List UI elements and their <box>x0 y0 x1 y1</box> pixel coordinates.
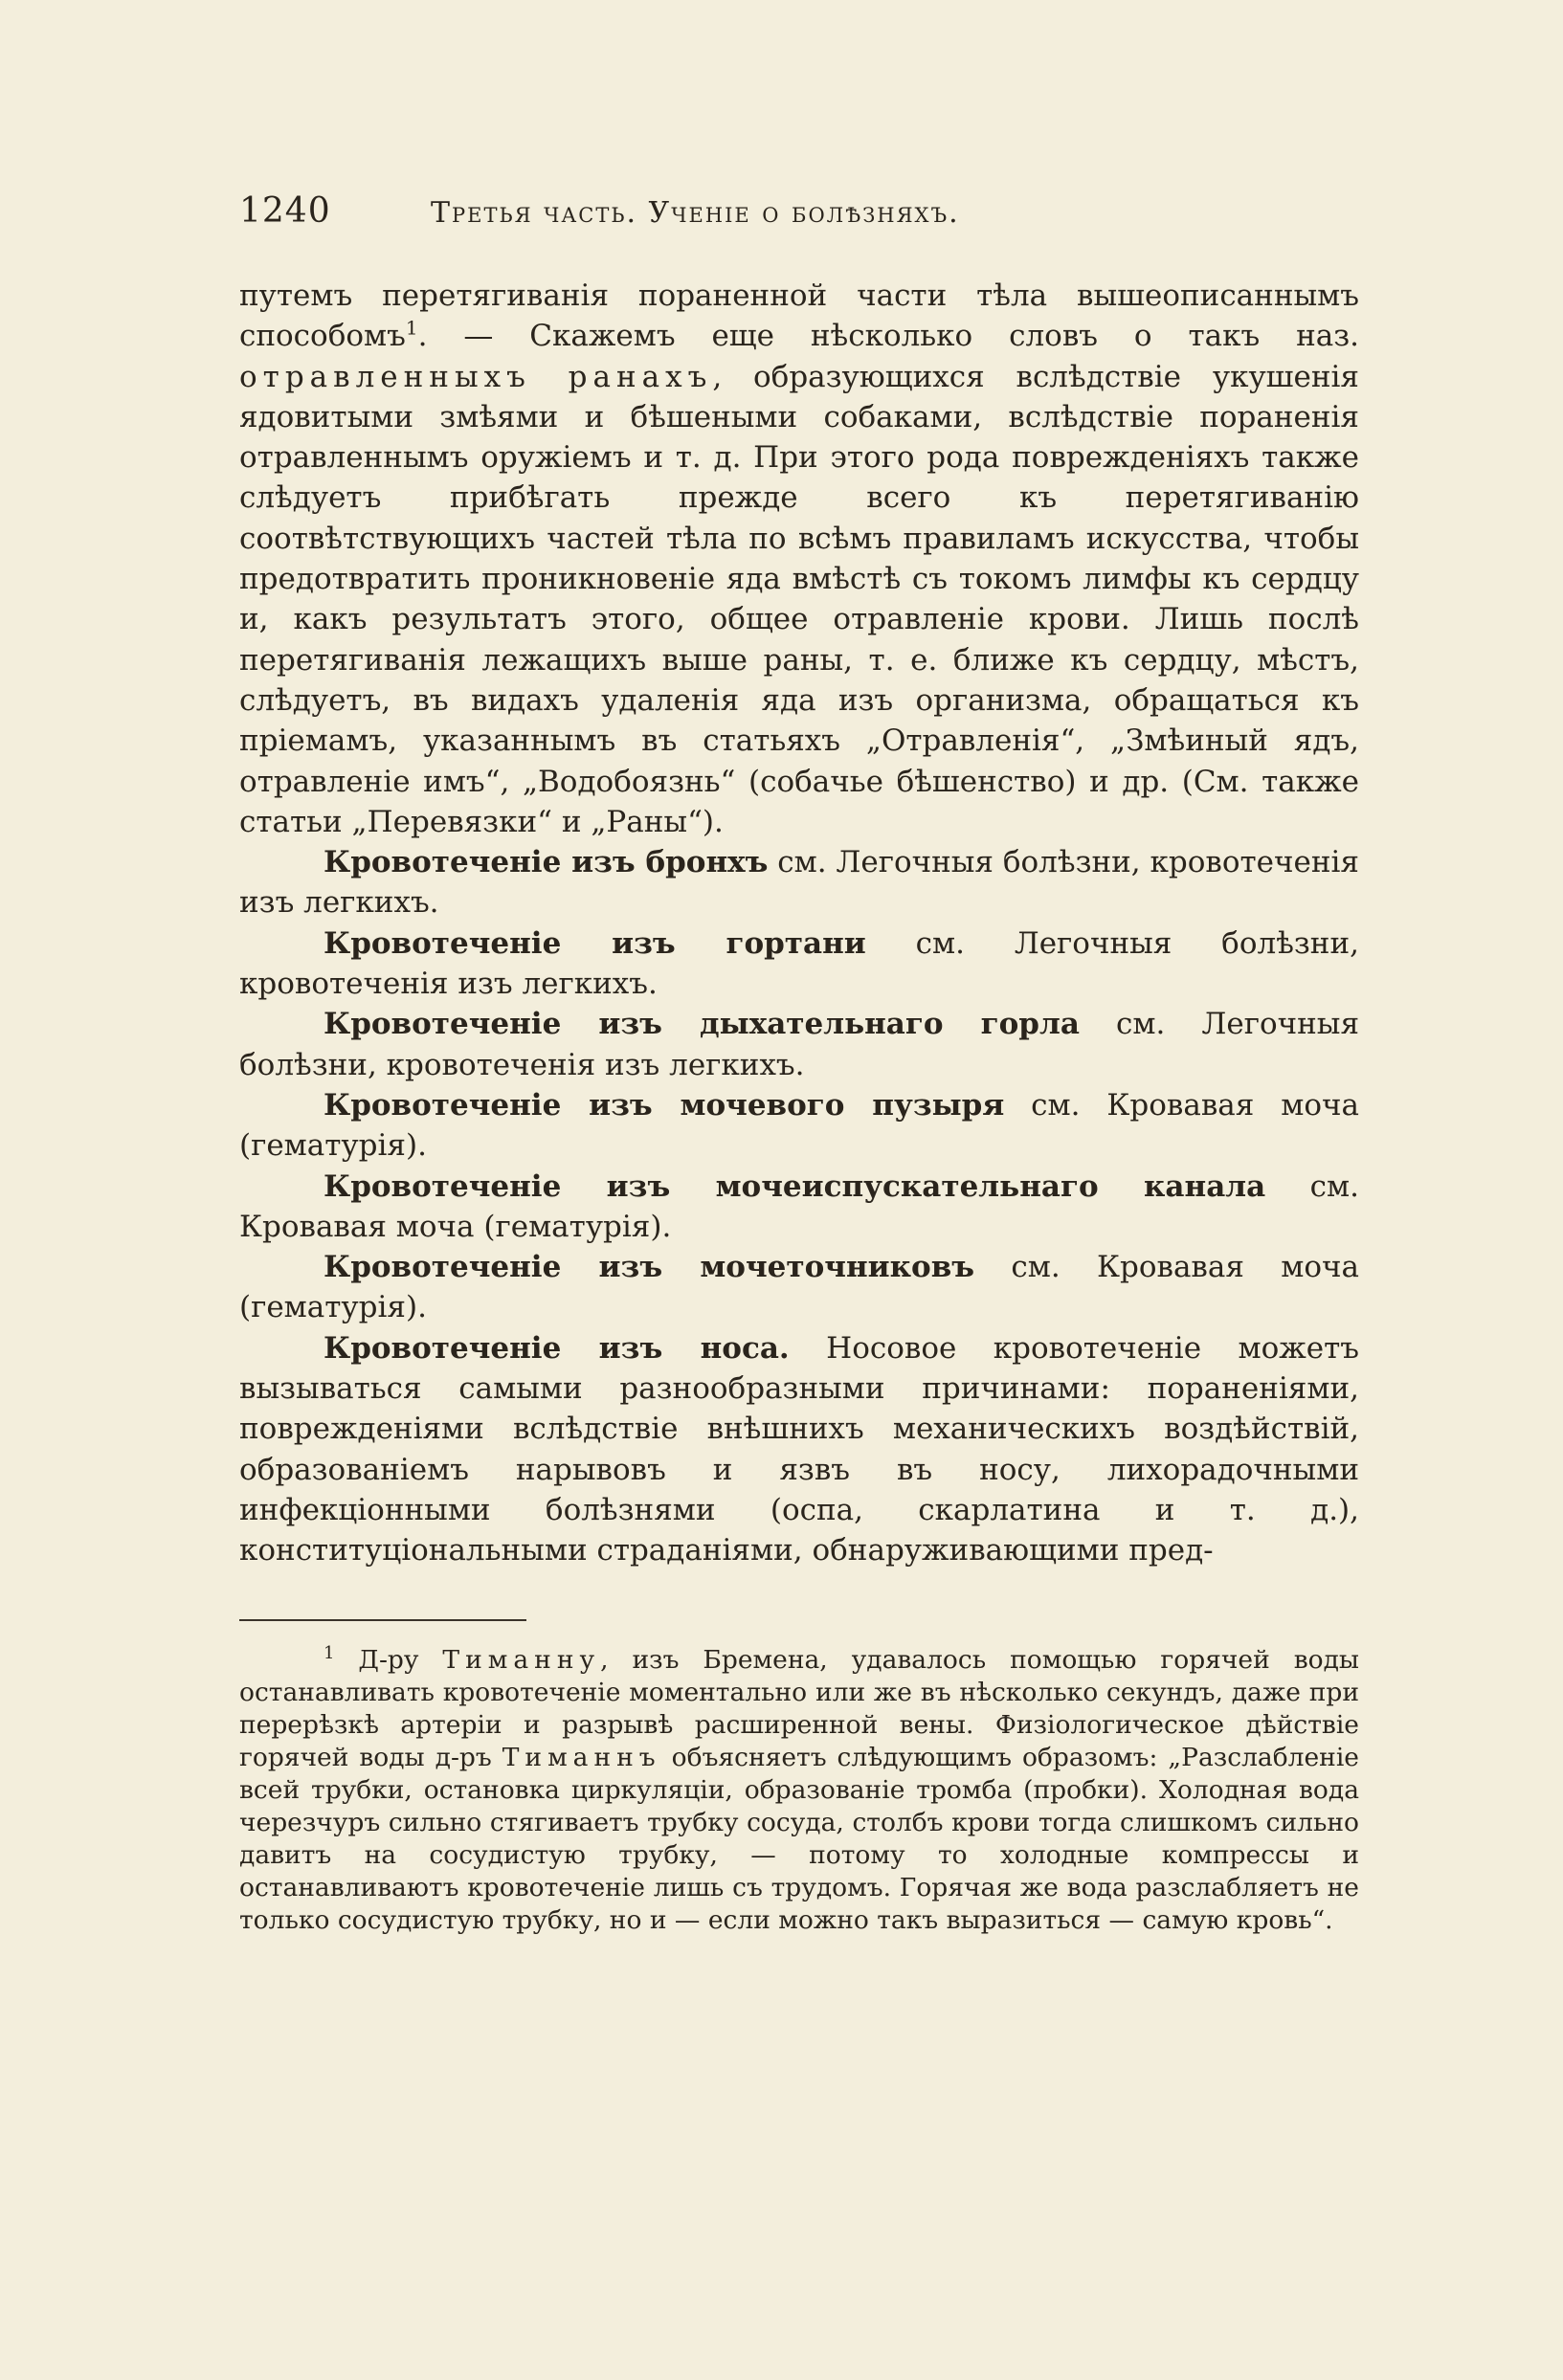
entry-text: см. Легочныя болѣзни, кровотеченія изъ легкихъ. <box>239 1007 1359 1082</box>
entry-paragraph <box>239 1328 1359 1571</box>
entry-text: см. Легочныя болѣзни, кровотеченія изъ легкихъ. <box>239 925 1359 1002</box>
entry-text: Носовое кровотеченіе можетъ вызываться самыми разнообразными причинами: пораненіями, поврежденіями вслѣдствіе внѣшнихъ механическихъ воздѣйствій, образованіемъ нарывовъ и язвъ въ носу, лихорадочными инфекціонными болѣзнями (оспа, скарлатина и т. д.), конституціональными страданіями, обнаруживающими пред- <box>239 1330 1359 1568</box>
entry-paragraph <box>239 842 1359 923</box>
book-page <box>239 191 1359 1937</box>
entry-text: см. Кровавая моча (гематурія). <box>239 1250 1359 1325</box>
entry-text: см. Кровавая моча (гематурія). <box>239 1168 1359 1244</box>
footnote-name: Тиманнъ <box>502 1742 661 1772</box>
page-header <box>239 191 1359 239</box>
entry-term: Кровотеченіе изъ мочеиспускательнаго канала <box>324 1168 1266 1204</box>
intro-text-c: , образующихся вслѣдствіе укушенія ядовитыми змѣями и бѣшеными собаками, вслѣдствіе пораненія отравленнымъ оружіемъ и т. д. При этого рода поврежденіяхъ также слѣдуетъ прибѣгать прежде всего къ перетягиванію соотвѣтствующихъ частей тѣла по всѣмъ правиламъ искусства, чтобы предотвратить проникновеніе яда вмѣстѣ съ токомъ лимфы къ сердцу и, какъ результатъ этого, общее отравленіе крови. Лишь послѣ перетягиванія лежащихъ выше раны, т. е. ближе къ сердцу, мѣстъ, слѣдуетъ, въ видахъ удаленія яда изъ организма, обращаться къ пріемамъ, указаннымъ въ статьяхъ „Отравленія“, „Змѣиный ядъ, отравленіе имъ“, „Водобоязнь“ (собачье бѣшенство) и др. (См. также статьи „Перевязки“ и „Раны“). <box>239 359 1359 839</box>
intro-spaced-term: отравленныхъ ранахъ <box>239 359 713 394</box>
footnote-name: Тиманну <box>442 1644 601 1675</box>
entry-paragraph <box>239 1004 1359 1085</box>
footnote-text-a: Д-ру <box>334 1644 443 1675</box>
entry-term: Кровотеченіе изъ мочеточниковъ <box>324 1250 975 1285</box>
page-number: 1240 <box>239 191 331 231</box>
footnote <box>239 1644 1359 1937</box>
footnote-mark: 1 <box>324 1642 335 1663</box>
entry-paragraph <box>239 1167 1359 1248</box>
entry-text: см. Кровавая моча (гематурія). <box>239 1087 1359 1164</box>
intro-text-b: . — Скажемъ еще нѣсколько словъ о такъ наз. <box>417 319 1359 354</box>
footnote-divider <box>239 1619 526 1621</box>
intro-text-a: путемъ перетягиванія пораненной части тѣла вышеописаннымъ способомъ <box>239 278 1359 354</box>
entry-term: Кровотеченіе изъ бронхъ <box>324 845 769 880</box>
footnote-text-c: объясняетъ слѣдующимъ образомъ: „Разслабленіе всей трубки, остановка циркуляціи, образованіе тромба (пробки). Холодная вода черезчуръ сильно стягиваетъ трубку сосуда, столбъ крови тогда слишкомъ сильно давитъ на сосудистую трубку, — потому то холодные компрессы и останавливаютъ кровотеченіе лишь съ трудомъ. Горячая же вода разслабляетъ не только сосудистую трубку, но и — если можно такъ выразиться — самую кровь“. <box>239 1742 1359 1935</box>
footnote-text-b: , изъ Бремена, удавалось помощью горячей воды останавливать кровотеченіе моментально или же въ нѣсколько секундъ, даже при перерѣзкѣ артеріи и разрывѣ расширенной вены. Физіологическое дѣйствіе горячей воды д-ръ <box>239 1644 1359 1772</box>
entry-text: см. Легочныя болѣзни, кровотеченія изъ легкихъ. <box>239 845 1359 921</box>
intro-paragraph <box>239 276 1359 842</box>
entry-term: Кровотеченіе изъ носа. <box>324 1330 790 1366</box>
entry-term: Кровотеченіе изъ мочевого пузыря <box>324 1087 1005 1123</box>
entry-paragraph <box>239 923 1359 1005</box>
main-text <box>239 276 1359 1571</box>
running-title: Третья часть. Ученіе о болѣзняхъ. <box>431 196 960 230</box>
footnote-reference: 1 <box>405 316 418 340</box>
entry-term: Кровотеченіе изъ гортани <box>324 925 866 961</box>
entry-paragraph <box>239 1247 1359 1328</box>
entry-paragraph <box>239 1085 1359 1167</box>
entry-term: Кровотеченіе изъ дыхательнаго горла <box>324 1007 1080 1042</box>
